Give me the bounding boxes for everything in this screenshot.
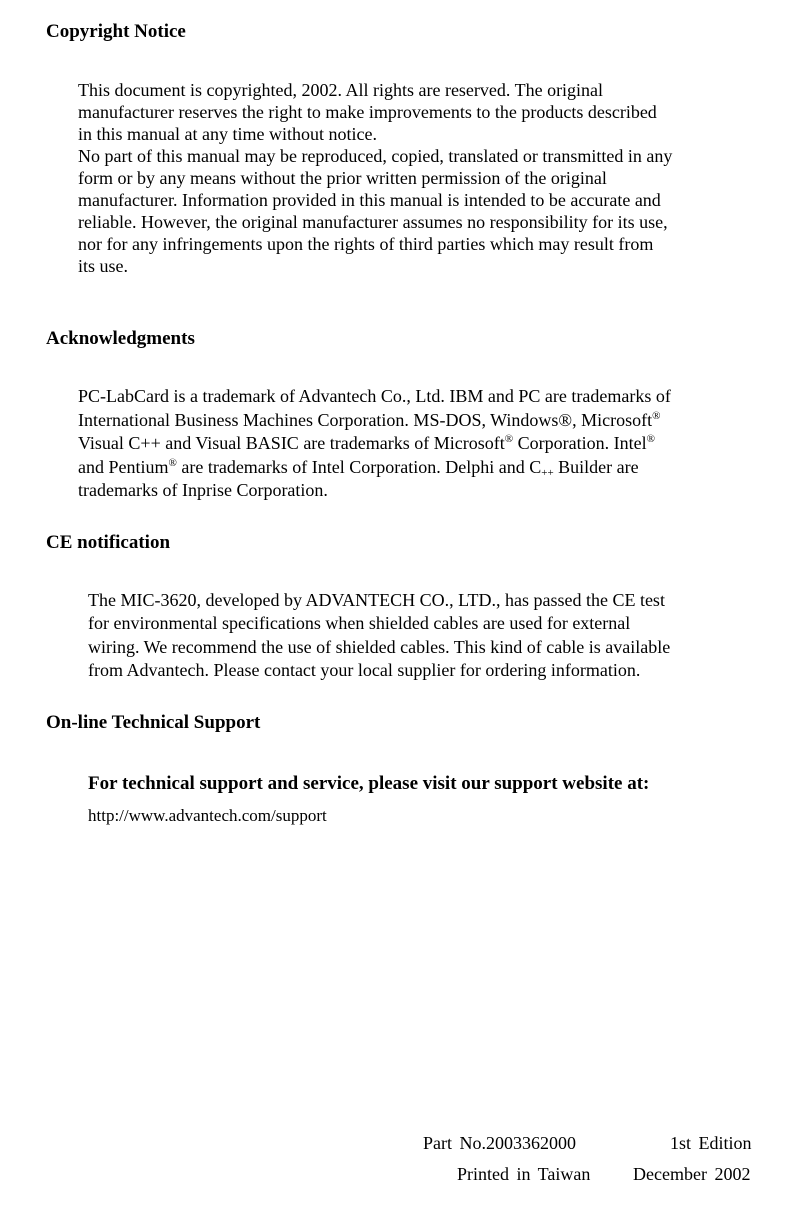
plus-plus-subscript: ++ [541,466,554,479]
ce-line: for environmental specifications when shielded cables are used for external [88,613,631,634]
copyright-line: nor for any infringements upon the rights of third parties which may result from [78,234,654,254]
support-lead-text: For technical support and service, please visit our support website at: [88,773,650,794]
printed-location: Printed in Taiwan [457,1164,591,1184]
acknowledgments-line [78,432,671,456]
acknowledgments-heading: Acknowledgments [46,328,195,349]
support-url: http://www.advantech.com/support [88,806,327,825]
copyright-paragraph [78,79,672,277]
ce-line: from Advantech. Please contact your local supplier for ordering information. [88,659,641,680]
registered-mark: ® [646,433,655,445]
copyright-line: form or by any means without the prior written permission of the original [78,168,607,188]
copyright-line: manufacturer reserves the right to make improvements to the products described [78,102,657,122]
acknowledgments-line [78,456,671,480]
acknowledgments-text: Builder are [553,456,639,477]
acknowledgments-paragraph [78,385,671,503]
acknowledgments-text: and Pentium [78,456,169,477]
print-date: December 2002 [633,1164,751,1184]
edition: 1st Edition [670,1133,752,1153]
copyright-line: reliable. However, the original manufacturer assumes no responsibility for its use, [78,212,668,232]
registered-mark: ® [652,409,661,422]
acknowledgments-line: PC-LabCard is a trademark of Advantech Co., Ltd. IBM and PC are trademarks of [78,386,671,406]
copyright-line: in this manual at any time without notice. [78,124,377,144]
support-heading: On-line Technical Support [46,712,261,733]
copyright-line: manufacturer. Information provided in this manual is intended to be accurate and [78,190,661,210]
registered-mark: ® [168,456,177,469]
copyright-line: This document is copyrighted, 2002. All rights are reserved. The original [78,80,604,100]
copyright-line: No part of this manual may be reproduced, copied, translated or transmitted in any [78,146,673,166]
ce-paragraph [88,589,670,682]
ce-line: The MIC-3620, developed by ADVANTECH CO., LTD., has passed the CE test [88,590,665,610]
copyright-line: its use. [78,256,129,276]
acknowledgments-line: trademarks of Inprise Corporation. [78,480,328,500]
acknowledgments-text: Corporation. Intel [513,433,647,453]
acknowledgments-text: are trademarks of Intel Corporation. Delphi and C [176,456,542,477]
ce-line: wiring. We recommend the use of shielded cables. This kind of cable is available [88,636,671,657]
acknowledgments-line [78,409,671,433]
acknowledgments-text: Visual C++ and Visual BASIC are trademarks of Microsoft [78,433,505,453]
ce-heading: CE notification [46,532,171,553]
acknowledgments-text: International Business Machines Corporation. MS-DOS, Windows®, Microsoft [78,409,653,430]
copyright-heading: Copyright Notice [46,21,186,42]
registered-mark: ® [504,433,514,445]
part-number: Part No.2003362000 [423,1133,576,1153]
